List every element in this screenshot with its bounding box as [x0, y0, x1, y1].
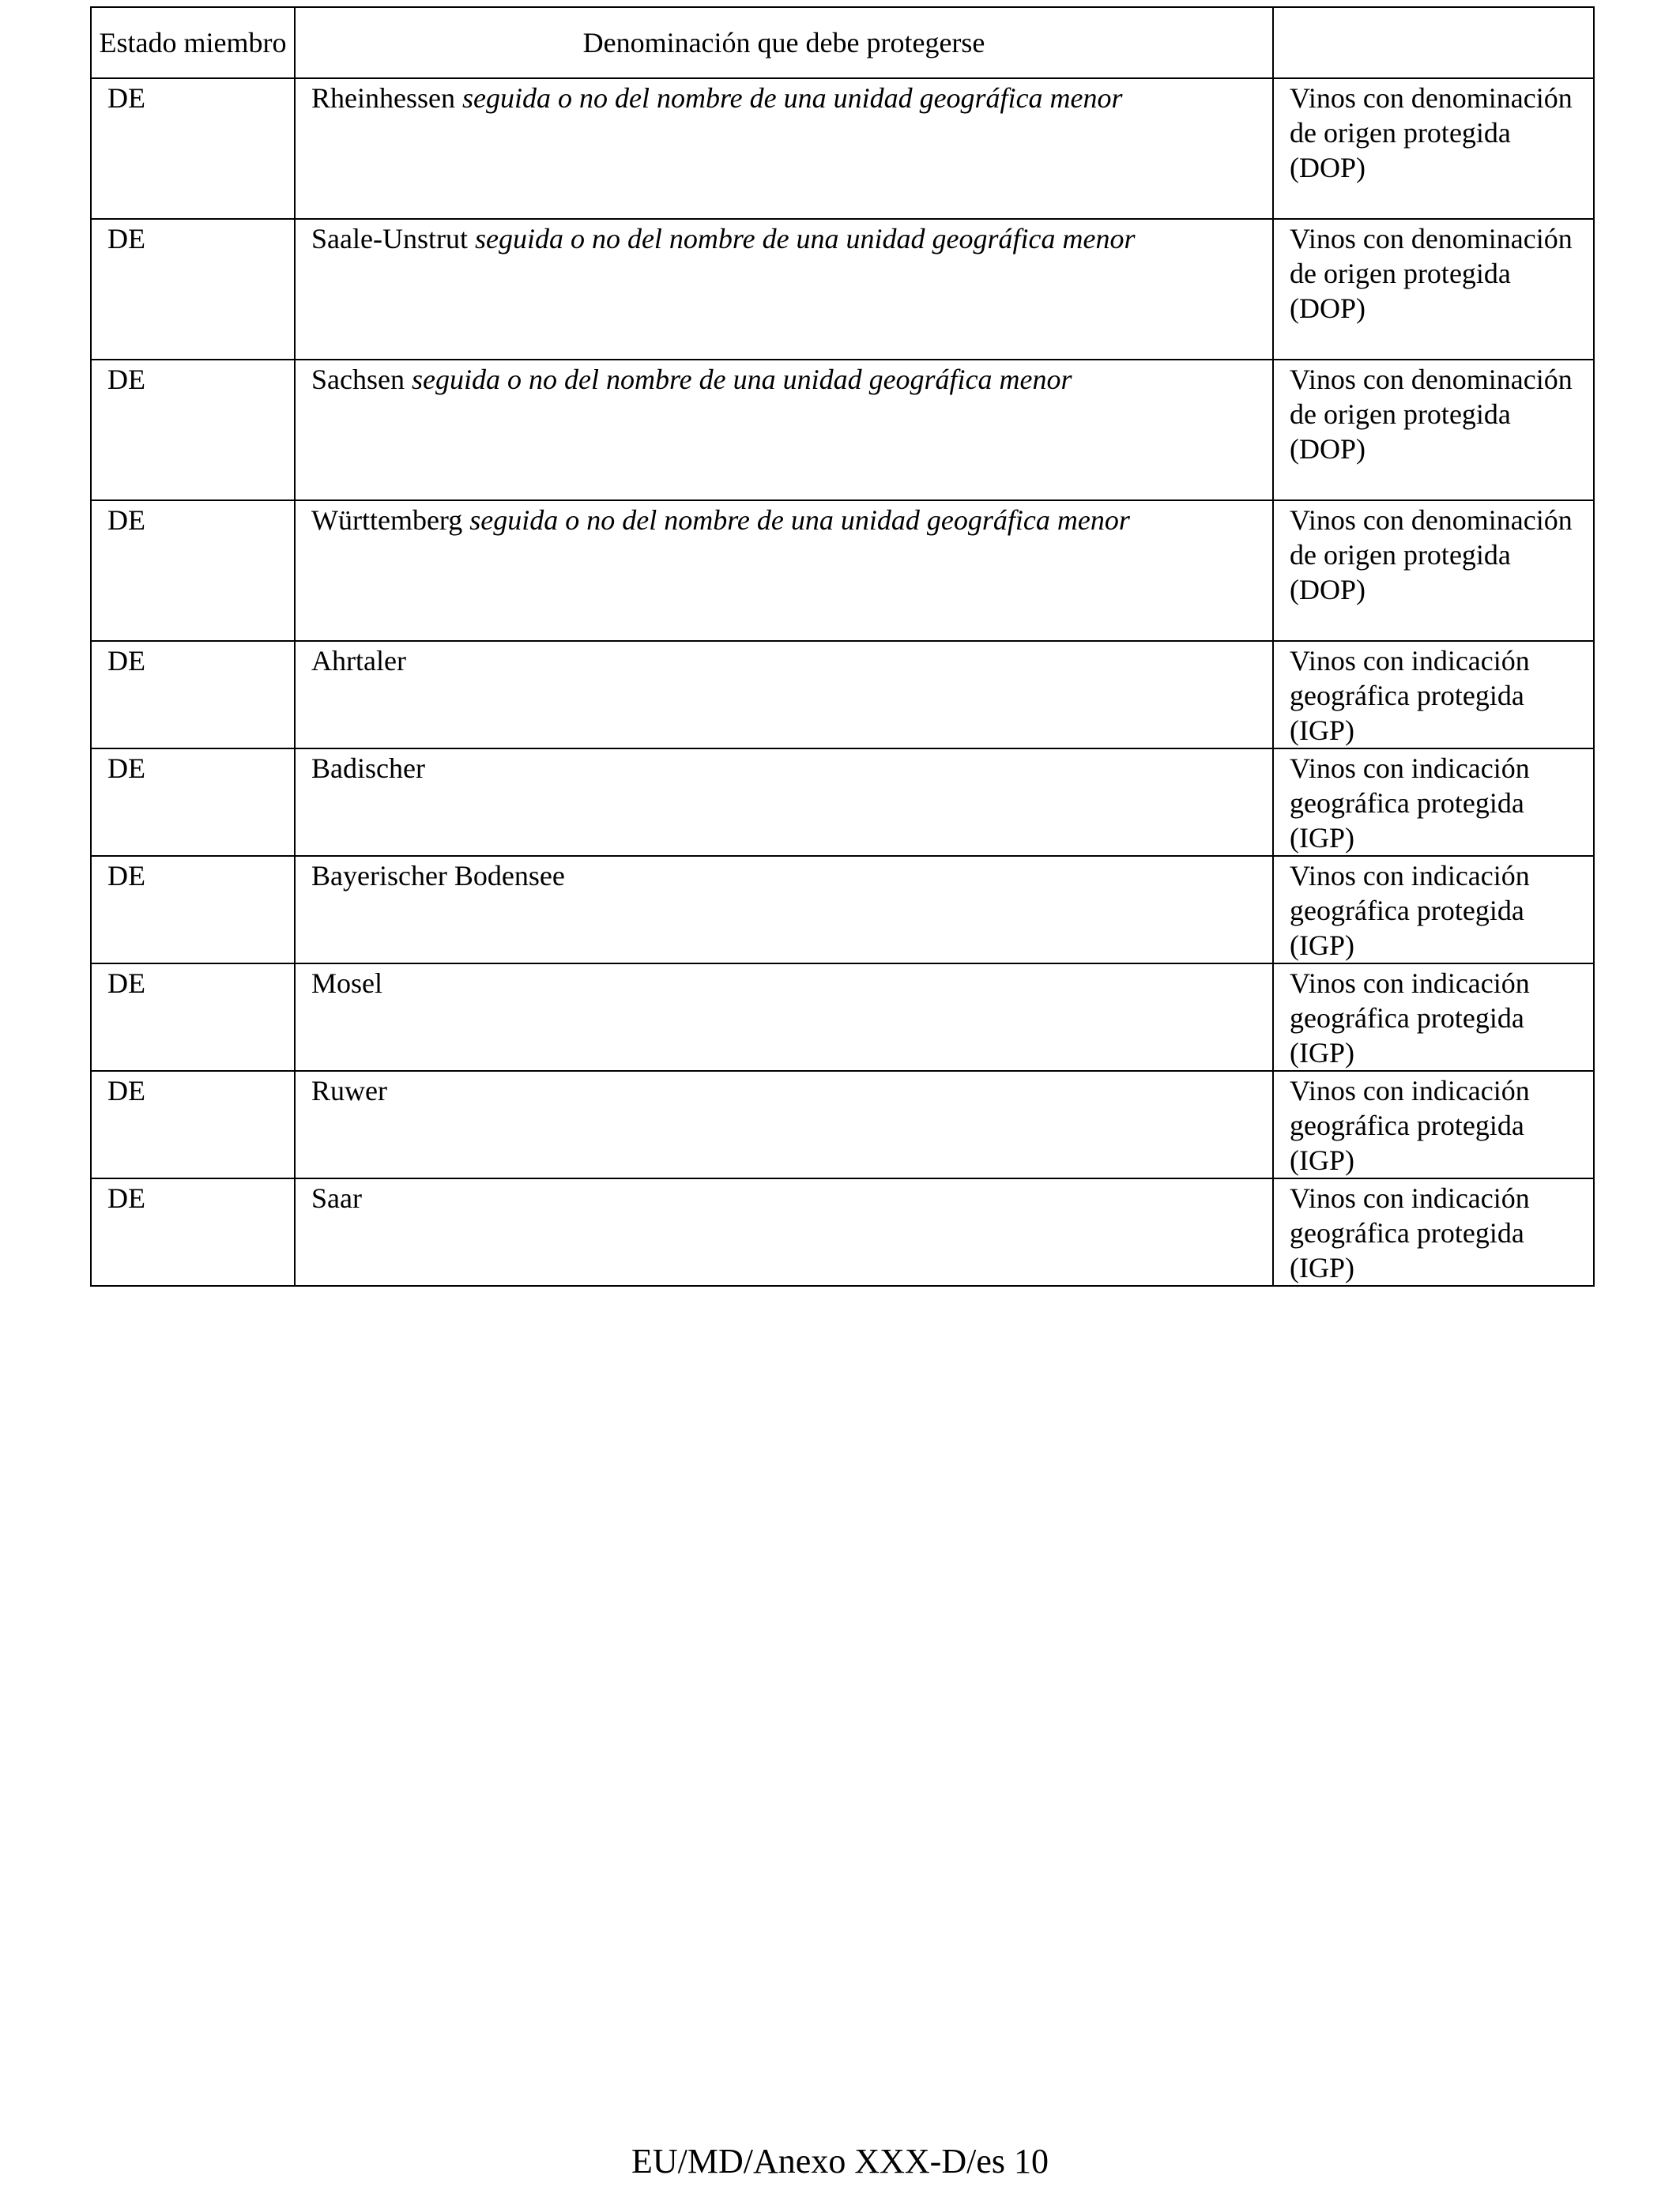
cell-product-type: Vinos con denominación de origen protegida (DOP): [1273, 78, 1594, 219]
cell-protected-name: [295, 219, 1273, 360]
protected-name: Ruwer: [311, 1075, 387, 1106]
table-row: [91, 748, 1594, 856]
protected-name: Bayerischer Bodensee: [311, 860, 565, 892]
name-qualifier: seguida o no del nombre de una unidad geográfica menor: [411, 364, 1072, 395]
cell-protected-name: [295, 856, 1273, 963]
header-member-state: Estado miembro: [91, 7, 295, 78]
table-row: [91, 963, 1594, 1071]
table-row: [91, 78, 1594, 219]
table-row: [91, 1178, 1594, 1286]
protected-name: Ahrtaler: [311, 645, 406, 677]
cell-member-state: DE: [91, 1071, 295, 1178]
cell-protected-name: [295, 500, 1273, 641]
cell-protected-name: [295, 641, 1273, 748]
table-row: [91, 856, 1594, 963]
header-protected-name: Denominación que debe protegerse: [295, 7, 1273, 78]
cell-member-state: DE: [91, 219, 295, 360]
protected-name: Mosel: [311, 967, 382, 999]
cell-member-state: DE: [91, 641, 295, 748]
cell-product-type: Vinos con denominación de origen protegida (DOP): [1273, 500, 1594, 641]
protected-name: Saar: [311, 1182, 362, 1214]
header-product-type: [1273, 7, 1594, 78]
cell-member-state: DE: [91, 1178, 295, 1286]
cell-product-type: Vinos con indicación geográfica protegida (IGP): [1273, 963, 1594, 1071]
cell-member-state: DE: [91, 500, 295, 641]
page-footer-reference: EU/MD/Anexo XXX-D/es 10: [631, 2142, 1049, 2181]
table-row: [91, 360, 1594, 500]
protected-name: Sachsen: [311, 364, 405, 395]
table-row: [91, 219, 1594, 360]
cell-product-type: Vinos con indicación geográfica protegida (IGP): [1273, 1178, 1594, 1286]
cell-product-type: Vinos con denominación de origen protegida (DOP): [1273, 360, 1594, 500]
table-row: [91, 1071, 1594, 1178]
table-header-row: [91, 7, 1594, 78]
protected-name: Württemberg: [311, 504, 463, 536]
protected-name: Saale-Unstrut: [311, 223, 468, 254]
cell-product-type: Vinos con indicación geográfica protegida (IGP): [1273, 641, 1594, 748]
name-qualifier: seguida o no del nombre de una unidad geográfica menor: [461, 82, 1123, 114]
cell-member-state: DE: [91, 78, 295, 219]
cell-member-state: DE: [91, 360, 295, 500]
cell-product-type: Vinos con indicación geográfica protegida (IGP): [1273, 856, 1594, 963]
cell-product-type: Vinos con denominación de origen protegida (DOP): [1273, 219, 1594, 360]
cell-product-type: Vinos con indicación geográfica protegida (IGP): [1273, 748, 1594, 856]
cell-protected-name: [295, 1178, 1273, 1286]
table-row: [91, 641, 1594, 748]
table-row: [91, 500, 1594, 641]
cell-protected-name: [295, 748, 1273, 856]
protected-names-table: [90, 6, 1595, 1287]
protected-name: Rheinhessen: [311, 82, 455, 114]
cell-protected-name: [295, 78, 1273, 219]
protected-name: Badischer: [311, 752, 425, 784]
table-body: [91, 78, 1594, 1286]
cell-member-state: DE: [91, 856, 295, 963]
name-qualifier: seguida o no del nombre de una unidad geográfica menor: [474, 223, 1136, 254]
cell-protected-name: [295, 963, 1273, 1071]
name-qualifier: seguida o no del nombre de una unidad geográfica menor: [469, 504, 1130, 536]
cell-member-state: DE: [91, 963, 295, 1071]
cell-protected-name: [295, 1071, 1273, 1178]
cell-protected-name: [295, 360, 1273, 500]
cell-product-type: Vinos con indicación geográfica protegida (IGP): [1273, 1071, 1594, 1178]
cell-member-state: DE: [91, 748, 295, 856]
